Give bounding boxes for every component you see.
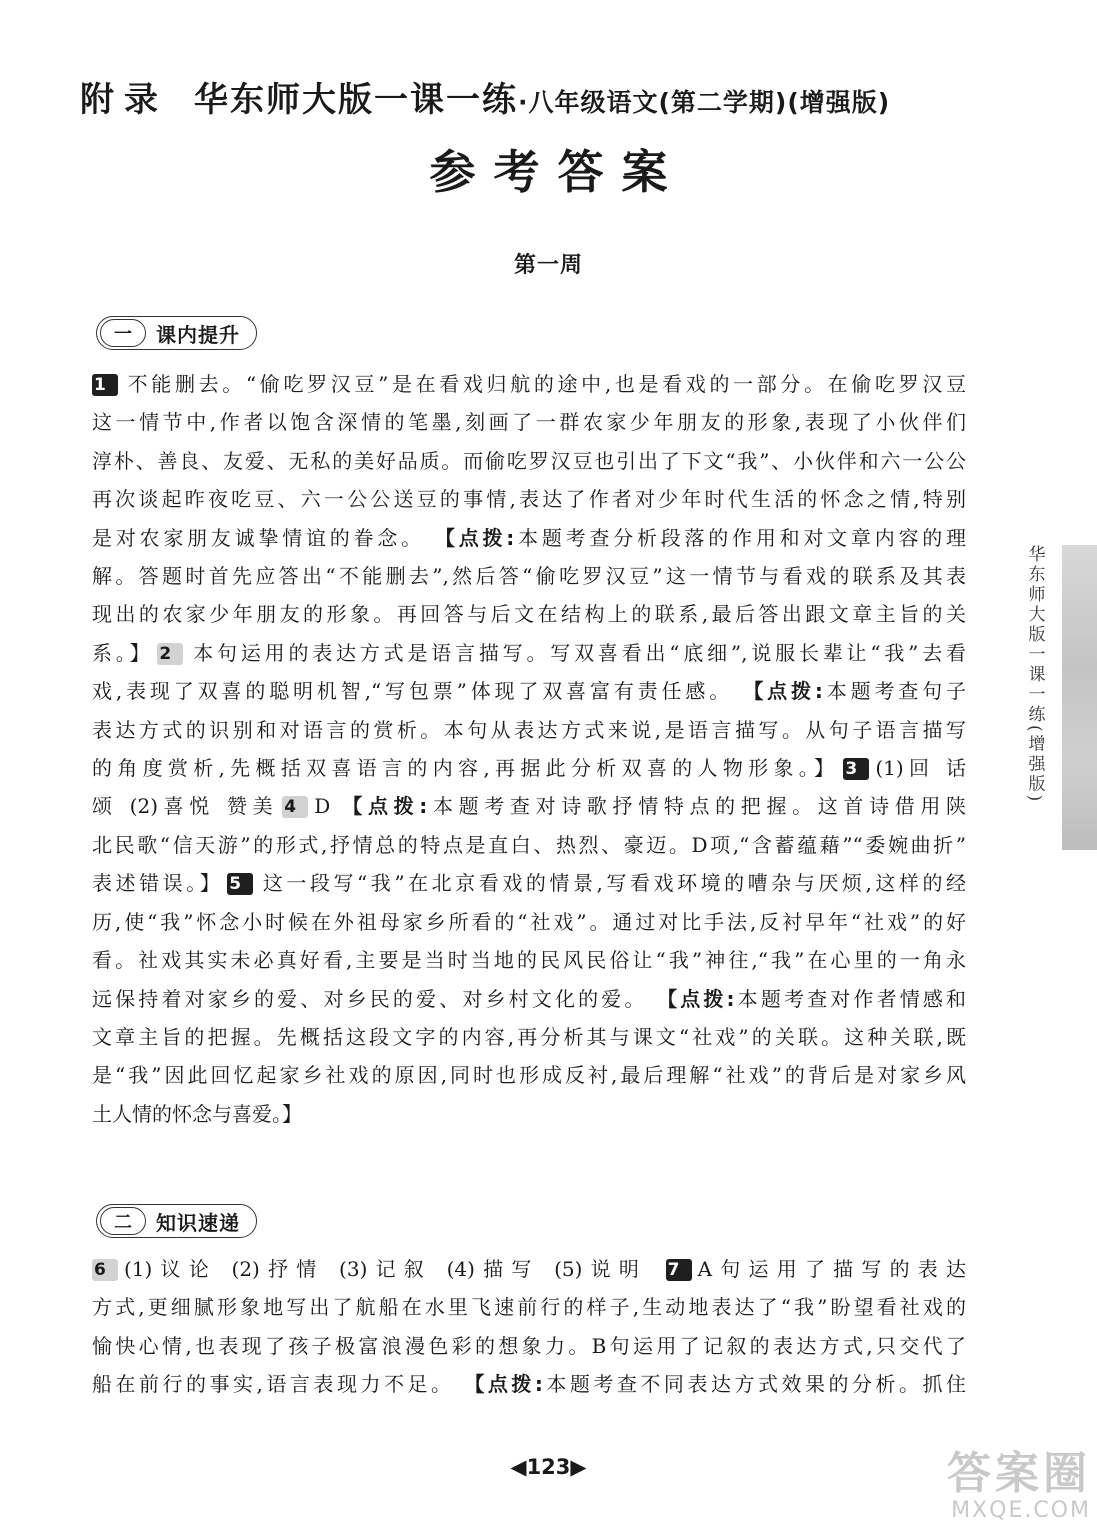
question-number-badge: 5 xyxy=(227,873,253,895)
tip-tag: 【点拨: xyxy=(342,794,428,819)
question-number-badge: 6 xyxy=(92,1259,118,1281)
text-line: 愉快心情,也表现了孩子极富浪漫色彩的想象力。B句运用了记叙的表达方式,只交代了 xyxy=(92,1333,966,1358)
text-line: 这一情节中,作者以饱含深情的笔墨,刻画了一群农家少年朋友的形象,表现了小伙伴们 xyxy=(92,410,966,435)
section-number: 一 xyxy=(100,319,146,347)
text-line: 文章主旨的把握。先概括这段文字的内容,再分析其与课文“社戏”的关联。这种关联,既 xyxy=(92,1024,966,1049)
section-label: 知识速递 xyxy=(156,1210,240,1235)
text-line: 1 不能删去。“偷吃罗汉豆”是在看戏归航的途中,也是看戏的一部分。在偷吃罗汉豆 xyxy=(94,372,966,396)
text-line: 北民歌“信天游”的形式,抒情总的特点是直白、热烈、豪迈。D项,“含蓄蕴藉”“委婉曲折” xyxy=(92,832,966,857)
page-number: ◀123▶ xyxy=(510,1455,587,1479)
text-line: 解。答题时首先应答出“不能删去”,然后答“偷吃罗汉豆”这一情节与看戏的联系及其表 xyxy=(92,564,966,589)
side-tab-label: 华东师大版一课一练(增强版) xyxy=(1024,545,1045,805)
question-number-badge: 2 xyxy=(157,643,183,665)
section-number: 二 xyxy=(100,1207,146,1235)
text-line: 是对农家朋友诚挚情谊的眷念。 【点拨:本题考查分析段落的作用和对文章内容的理 xyxy=(92,525,967,550)
week-heading: 第一周 xyxy=(513,252,583,278)
tip-tag: 【点拨: xyxy=(743,679,823,704)
question-number-badge: 7 xyxy=(666,1259,692,1281)
section-header-2 xyxy=(96,1204,257,1238)
text-line: 远保持着对家乡的爱、对乡民的爱、对乡村文化的爱。 【点拨:本题考查对作者情感和 xyxy=(92,986,967,1011)
answers-section-1 xyxy=(92,365,966,1133)
header-book-title: 华东师大版一课一练 xyxy=(194,80,518,120)
text-line: 再次谈起昨夜吃豆、六一公公送豆的事情,表达了作者对少年时代生活的怀念之情,特别 xyxy=(92,487,966,512)
watermark-logo: 答案圈 xyxy=(947,1448,1091,1499)
text-line: 船在前行的事实,语言表现力不足。 【点拨:本题考查不同表达方式效果的分析。抓住 xyxy=(92,1372,967,1397)
question-number-badge: 4 xyxy=(282,796,308,818)
page-title: 参考答案 xyxy=(429,145,686,199)
question-number-badge: 3 xyxy=(843,758,869,780)
text-line: 现出的农家少年朋友的形象。再回答与后文在结构上的联系,最后答出跟文章主旨的关 xyxy=(92,602,966,627)
text-line: 系。】 2 本句运用的表达方式是语言描写。写双喜看出“底细”,说服长辈让“我”去看 xyxy=(92,640,967,665)
answers-section-2 xyxy=(92,1250,966,1404)
text-line: 方式,更细腻形象地写出了航船在水里飞速前行的样子,生动地表达了“我”盼望看社戏的 xyxy=(92,1295,966,1320)
watermark xyxy=(901,1450,1091,1530)
section-header-1 xyxy=(96,316,257,350)
side-edge-strip xyxy=(1062,545,1097,850)
question-number-badge: 1 xyxy=(92,374,118,396)
tip-tag: 【点拨: xyxy=(464,1372,543,1397)
watermark-url: MXQE.COM xyxy=(951,1498,1091,1523)
text-line: 6 (1)议论 (2)抒情 (3)记叙 (4)描写 (5)说明 7 A句运用了描写的表达 xyxy=(94,1257,966,1281)
text-line: 表达方式的识别和对语言的赏析。本句从表达方式来说,是语言描写。从句子语言描写 xyxy=(92,717,966,742)
text-line: 表述错误。】 5 这一段写“我”在北京看戏的情景,写看戏环境的嘈杂与厌烦,这样的经 xyxy=(92,871,967,896)
section-label: 课内提升 xyxy=(156,322,240,347)
tip-tag: 【点拨: xyxy=(657,986,735,1011)
text-line: 淳朴、善良、友爱、无私的美好品质。而偷吃罗汉豆也引出了下文“我”、小伙伴和六一公公 xyxy=(92,448,966,473)
text-line: 看。社戏其实未必真好看,主要是当时当地的民风民俗让“我”神往,“我”在心里的一角永 xyxy=(92,948,966,973)
text-line: 是“我”因此回忆起家乡社戏的原因,同时也形成反衬,最后理解“社戏”的背后是对家乡风 xyxy=(92,1063,966,1088)
running-header xyxy=(80,72,1040,120)
header-appendix: 附录 xyxy=(80,80,168,120)
text-line: 颂 (2)喜悦 赞美 4 D 【点拨:本题考查对诗歌抒情特点的把握。这首诗借用陕 xyxy=(92,794,967,819)
tip-tag: 【点拨: xyxy=(434,525,515,550)
text-line: 土人情的怀念与喜爱。】 xyxy=(92,1101,302,1126)
text-line: 的角度赏析,先概括双喜语言的内容,再据此分析双喜的人物形象。】 3 (1)回 话 xyxy=(92,756,966,781)
text-line: 历,使“我”怀念小时候在外祖母家乡所看的“社戏”。通过对比手法,反衬早年“社戏”的好 xyxy=(92,909,966,934)
header-subtitle: ·八年级语文(第二学期)(增强版) xyxy=(518,88,891,117)
text-line: 戏,表现了双喜的聪明机智,“写包票”体现了双喜富有责任感。 【点拨:本题考查句子 xyxy=(92,679,967,704)
